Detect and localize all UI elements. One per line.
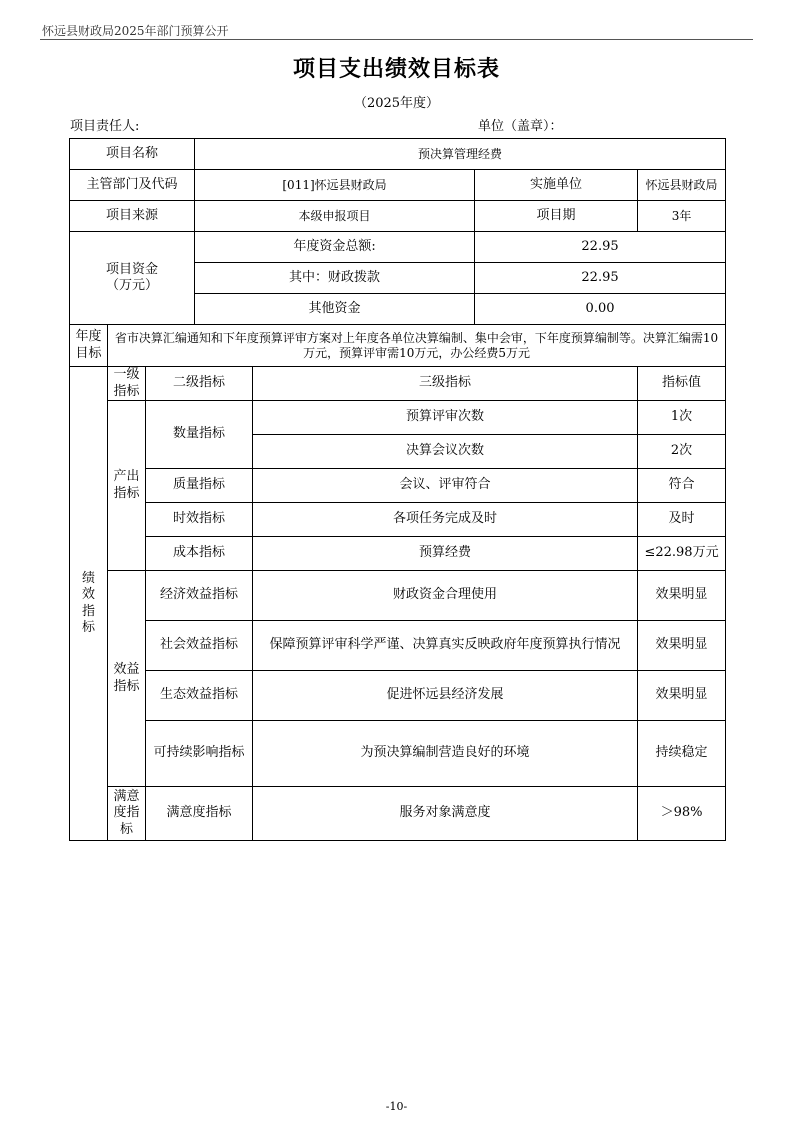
perf-main-char-1: 绩 — [81, 571, 95, 586]
value-cell: ≤22.98万元 — [638, 537, 726, 571]
value-cell: 效果明显 — [638, 621, 726, 671]
level3-cell: 预算评审次数 — [253, 401, 638, 435]
level3-cell: 财政资金合理使用 — [253, 571, 638, 621]
funds-label-line2: （万元） — [106, 278, 159, 293]
header-text: 怀远县财政局2025年部门预算公开 — [42, 24, 229, 38]
perf-main-char-3: 指 — [81, 603, 95, 619]
year-label: （2025年度） — [353, 96, 440, 111]
value-header: 指标值 — [638, 367, 726, 401]
level2-cell: 生态效益指标 — [146, 671, 253, 721]
goal-text: 省市决算汇编通知和下年度预算评审方案对上年度各单位决算编制、集中会审，下年度预算编制等。决算汇编需10万元，预算评审需10万元，办公经费5万元 — [108, 325, 726, 367]
level3-cell: 保障预算评审科学严谨、决算真实反映政府年度预算执行情况 — [253, 621, 638, 671]
responsible-label: 项目责任人: — [70, 119, 140, 134]
project-name-label: 项目名称 — [70, 139, 195, 170]
fiscal-value: 22.95 — [475, 263, 726, 294]
benefit-indicator-label — [108, 571, 146, 787]
fiscal-label: 其中：财政拨款 — [195, 263, 475, 294]
page-number: -10- — [385, 1100, 408, 1113]
output-label-line1: 产出 — [113, 469, 140, 485]
level2-cell: 数量指标 — [146, 401, 253, 469]
level2-cell: 时效指标 — [146, 503, 253, 537]
satisfaction-indicator-label — [108, 787, 146, 841]
perf-main-char-2: 效 — [81, 587, 95, 603]
value-cell: 及时 — [638, 503, 726, 537]
level2-cell: 成本指标 — [146, 537, 253, 571]
source-label: 项目来源 — [70, 201, 195, 232]
benefit-label-line1: 效益 — [113, 662, 140, 678]
value-cell: 符合 — [638, 469, 726, 503]
dept-value: [011]怀远县财政局 — [195, 170, 475, 201]
level3-header: 三级指标 — [253, 367, 638, 401]
performance-target-table — [69, 138, 726, 841]
value-cell: 1次 — [638, 401, 726, 435]
satisfaction-label-line1: 满意 — [113, 789, 140, 805]
satisfaction-label-line2: 度指 — [113, 805, 140, 821]
satisfaction-label-line3: 标 — [119, 821, 133, 837]
project-name-value: 预决算管理经费 — [195, 139, 726, 170]
output-indicator-label — [108, 401, 146, 571]
other-funds-label: 其他资金 — [195, 294, 475, 325]
level2-cell: 社会效益指标 — [146, 621, 253, 671]
header-divider — [40, 39, 753, 40]
source-value: 本级申报项目 — [195, 201, 475, 232]
period-label: 项目期 — [475, 201, 638, 232]
value-cell: 持续稳定 — [638, 721, 726, 787]
perf-main-char-4: 标 — [81, 619, 95, 635]
period-value: 3年 — [638, 201, 726, 232]
benefit-label-line2: 指标 — [113, 678, 140, 694]
level3-cell: 为预决算编制营造良好的环境 — [253, 721, 638, 787]
level3-cell: 促进怀远县经济发展 — [253, 671, 638, 721]
annual-total-label: 年度资金总额: — [195, 232, 475, 263]
level3-cell: 各项任务完成及时 — [253, 503, 638, 537]
value-cell: 效果明显 — [638, 671, 726, 721]
level2-cell: 满意度指标 — [146, 787, 253, 841]
level2-cell: 经济效益指标 — [146, 571, 253, 621]
dept-label: 主管部门及代码 — [70, 170, 195, 201]
level2-header: 二级指标 — [146, 367, 253, 401]
page-title: 项目支出绩效目标表 — [292, 56, 500, 82]
value-cell: 2次 — [638, 435, 726, 469]
level2-cell: 可持续影响指标 — [146, 721, 253, 787]
unit-stamp-label: 单位（盖章）： — [478, 119, 563, 134]
other-funds-value: 0.00 — [475, 294, 726, 325]
level3-cell: 服务对象满意度 — [253, 787, 638, 841]
level1-header-line2: 指标 — [113, 383, 140, 399]
level1-header — [108, 367, 146, 401]
level1-header-line1: 一级 — [113, 367, 140, 383]
funds-label — [70, 232, 195, 325]
output-label-line2: 指标 — [113, 485, 140, 501]
level3-cell: 会议、评审符合 — [253, 469, 638, 503]
goal-label — [70, 325, 108, 367]
goal-label-line1: 年度 — [75, 329, 102, 345]
annual-total-value: 22.95 — [475, 232, 726, 263]
impl-unit-value: 怀远县财政局 — [638, 170, 726, 201]
value-cell: 效果明显 — [638, 571, 726, 621]
level3-cell: 决算会议次数 — [253, 435, 638, 469]
goal-label-line2: 目标 — [75, 345, 102, 361]
impl-unit-label: 实施单位 — [475, 170, 638, 201]
perf-main-label — [70, 367, 108, 841]
level2-cell: 质量指标 — [146, 469, 253, 503]
value-cell: ＞98% — [638, 787, 726, 841]
funds-label-line1: 项目资金 — [106, 261, 159, 277]
level3-cell: 预算经费 — [253, 537, 638, 571]
